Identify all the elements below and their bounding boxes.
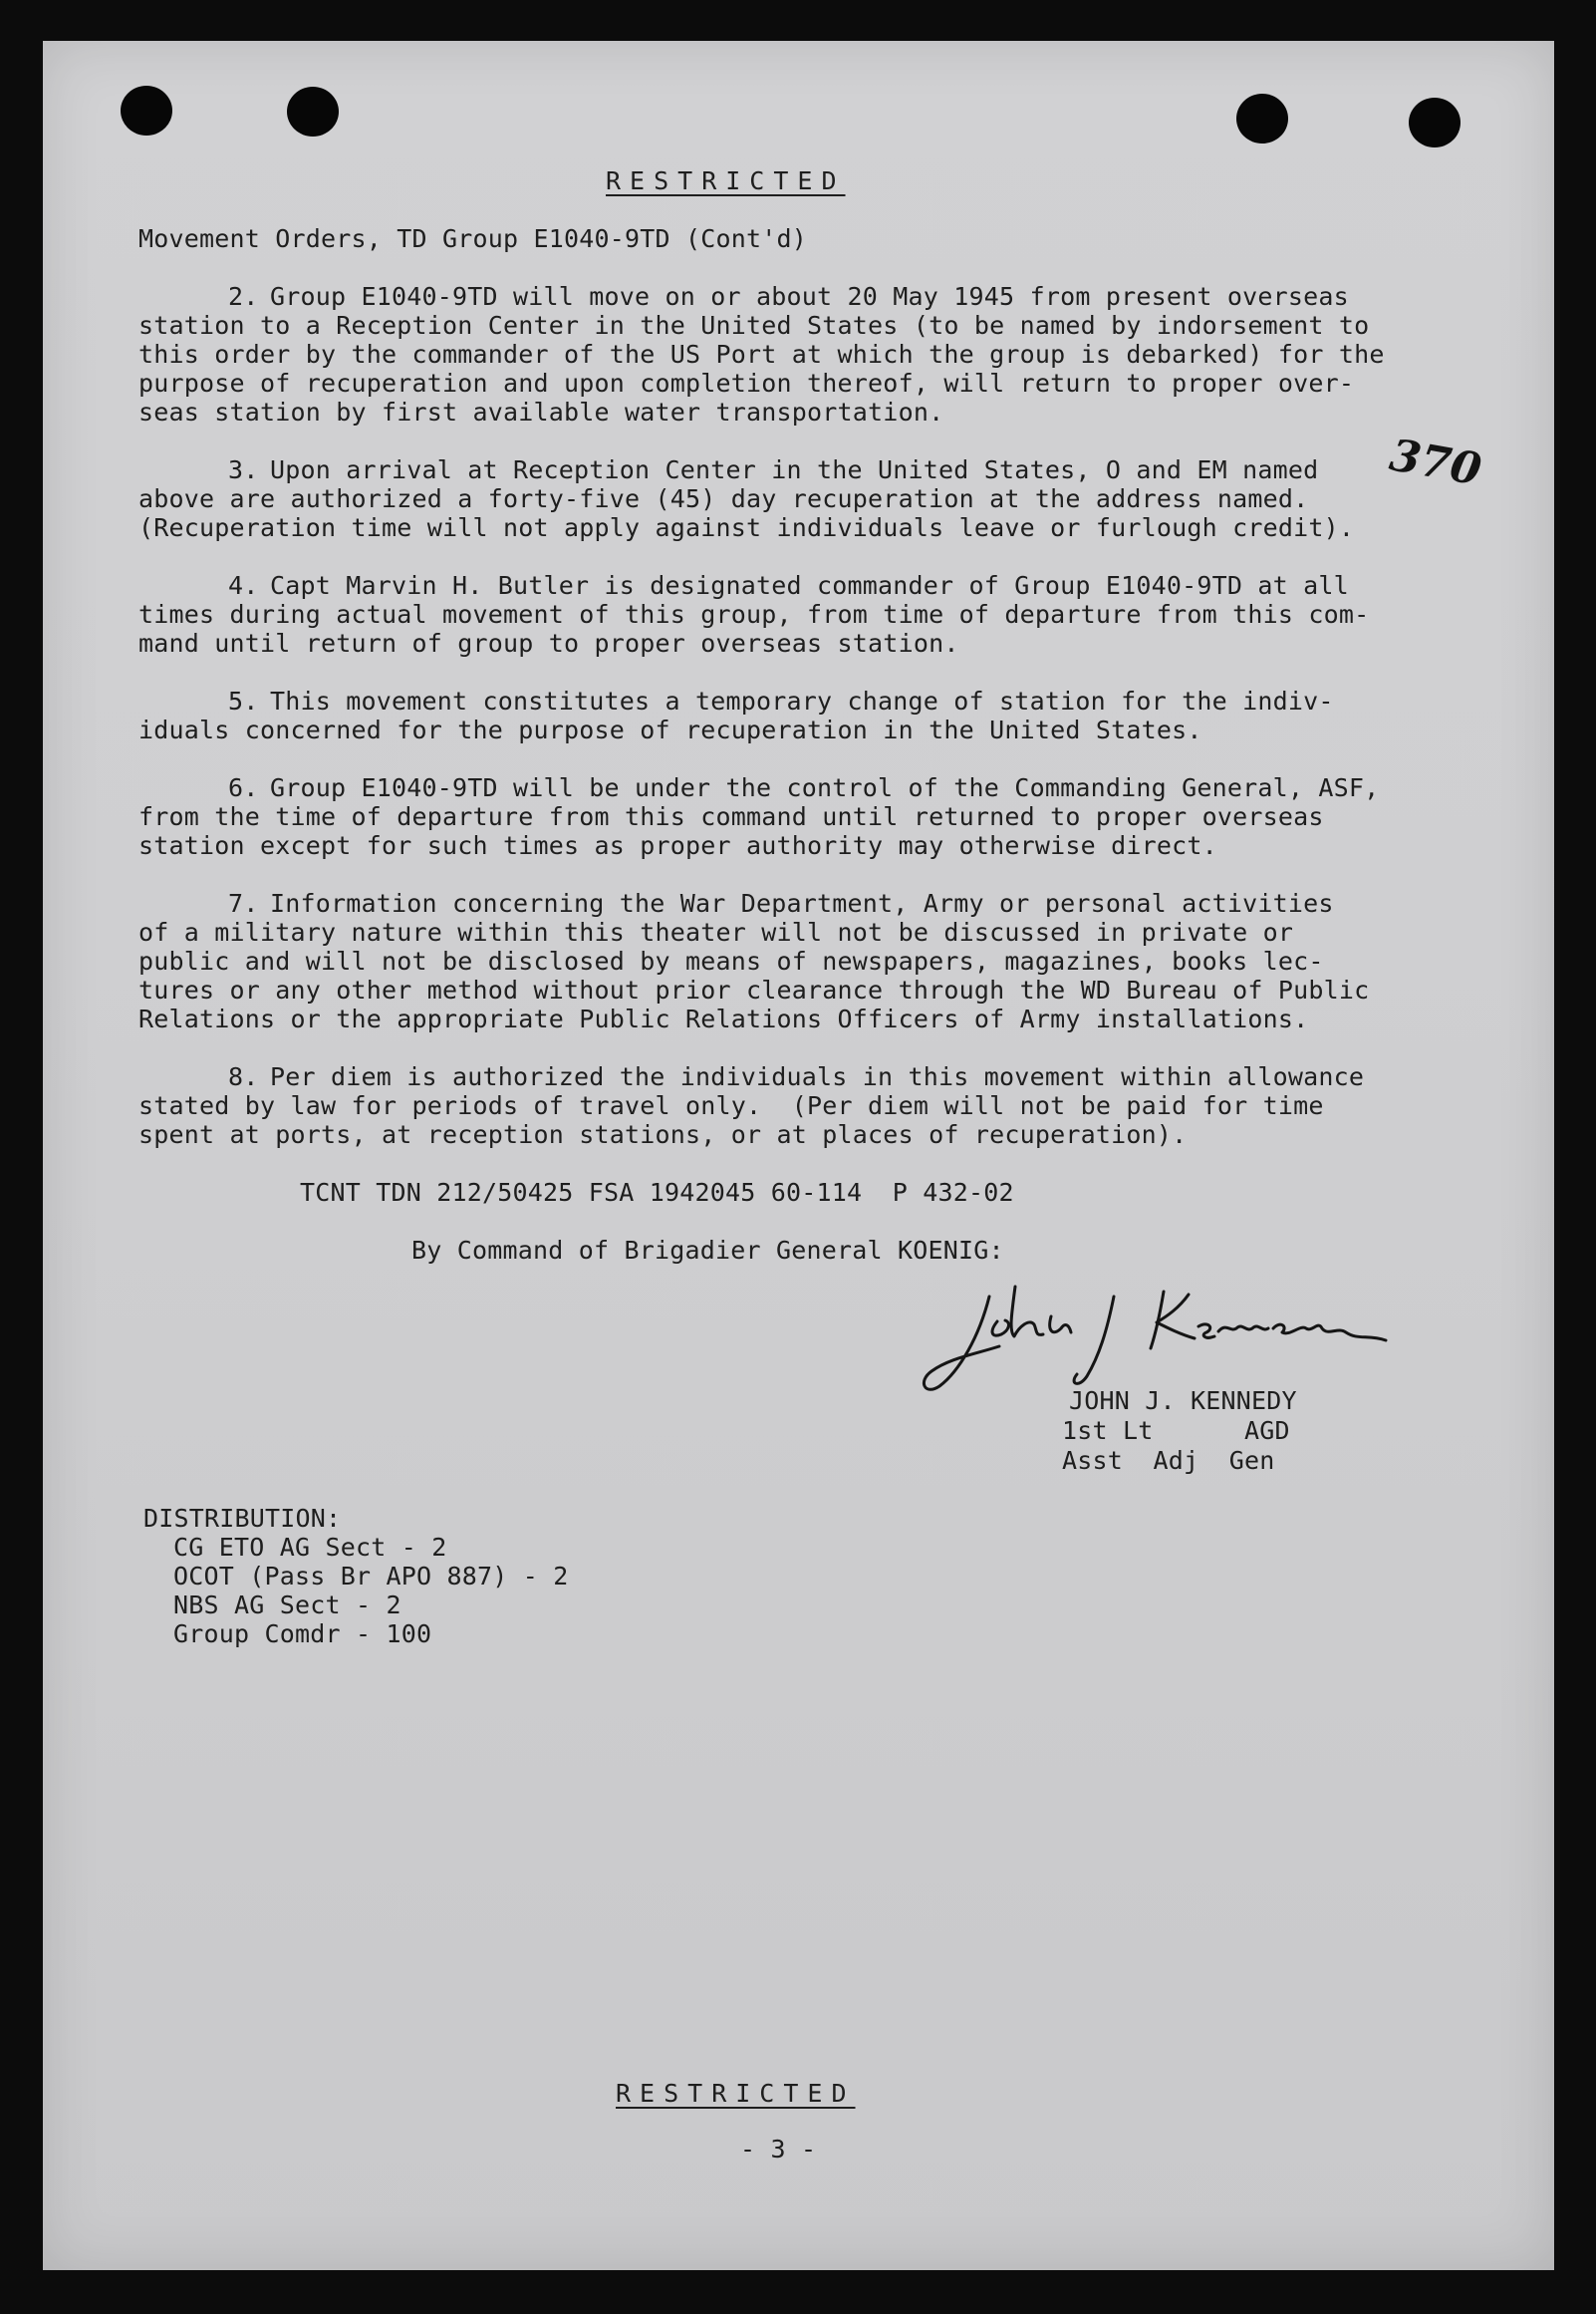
paragraph-number: 4. bbox=[228, 571, 259, 600]
paragraph-line: Capt Marvin H. Butler is designated commander of Group E1040-9TD at all bbox=[270, 571, 1349, 600]
paragraph-line: purpose of recuperation and upon completion thereof, will return to proper over- bbox=[138, 369, 1355, 398]
distribution-heading: DISTRIBUTION: bbox=[143, 1504, 342, 1533]
document-page bbox=[43, 41, 1554, 2270]
paragraph-line: of a military nature within this theater will not be discussed in private or bbox=[138, 918, 1294, 947]
paragraph-line: Group E1040-9TD will be under the control of the Commanding General, ASF, bbox=[270, 773, 1380, 802]
paragraph-line: Relations or the appropriate Public Relations Officers of Army installations. bbox=[138, 1005, 1309, 1033]
punch-hole bbox=[1236, 94, 1288, 144]
paragraph-line: station except for such times as proper authority may otherwise direct. bbox=[138, 831, 1217, 860]
punch-hole bbox=[121, 86, 172, 136]
paragraph-number: 3. bbox=[228, 455, 259, 484]
punch-hole bbox=[287, 87, 339, 137]
page-number: - 3 - bbox=[740, 2135, 817, 2164]
paragraph-number: 8. bbox=[228, 1062, 259, 1091]
signer-name: JOHN J. KENNEDY bbox=[1069, 1386, 1297, 1415]
paragraph-line: Per diem is authorized the individuals in this movement within allowance bbox=[270, 1062, 1365, 1091]
signer-title: Asst Adj Gen bbox=[1062, 1446, 1275, 1475]
distribution-entry: NBS AG Sect - 2 bbox=[173, 1591, 401, 1619]
paragraph-number: 2. bbox=[228, 282, 259, 311]
distribution-entry: CG ETO AG Sect - 2 bbox=[173, 1533, 447, 1562]
paragraph-line: this order by the commander of the US Port at which the group is debarked) for the bbox=[138, 340, 1385, 369]
paragraph-line: Upon arrival at Reception Center in the United States, O and EM named bbox=[270, 455, 1319, 484]
paragraph-line: seas station by first available water transportation. bbox=[138, 398, 944, 427]
paragraph-line: above are authorized a forty-five (45) day recuperation at the address named. bbox=[138, 484, 1309, 513]
paragraph-line: spent at ports, at reception stations, or at places of recuperation). bbox=[138, 1120, 1188, 1149]
file-stamp-number: 370 bbox=[1386, 430, 1485, 496]
paragraph-number: 5. bbox=[228, 687, 259, 716]
distribution-entry: OCOT (Pass Br APO 887) - 2 bbox=[173, 1562, 569, 1591]
distribution-entry: Group Comdr - 100 bbox=[173, 1619, 432, 1648]
paragraph-number: 6. bbox=[228, 773, 259, 802]
signer-rank: 1st Lt AGD bbox=[1062, 1416, 1290, 1445]
punch-hole bbox=[1409, 98, 1461, 147]
paragraph-line: tures or any other method without prior clearance through the WD Bureau of Public bbox=[138, 976, 1370, 1005]
paragraph-line: from the time of departure from this command until returned to proper overseas bbox=[138, 802, 1324, 831]
paragraph-line: mand until return of group to proper overseas station. bbox=[138, 629, 959, 658]
subject-line: Movement Orders, TD Group E1040-9TD (Cont'd) bbox=[138, 224, 808, 253]
paragraph-line: Information concerning the War Department, Army or personal activities bbox=[270, 889, 1334, 918]
paragraph-line: (Recuperation time will not apply against individuals leave or furlough credit). bbox=[138, 513, 1355, 542]
header-classification: RESTRICTED bbox=[606, 166, 846, 195]
paragraph-line: This movement constitutes a temporary change of station for the indiv- bbox=[270, 687, 1334, 716]
fund-citation: TCNT TDN 212/50425 FSA 1942045 60-114 P 432-02 bbox=[300, 1178, 1014, 1207]
paragraph-number: 7. bbox=[228, 889, 259, 918]
paragraph-line: station to a Reception Center in the United States (to be named by indorsement to bbox=[138, 311, 1370, 340]
footer-classification: RESTRICTED bbox=[616, 2079, 856, 2108]
paragraph-line: iduals concerned for the purpose of recuperation in the United States. bbox=[138, 716, 1202, 744]
by-command-line: By Command of Brigadier General KOENIG: bbox=[411, 1236, 1004, 1265]
paragraph-line: times during actual movement of this group, from time of departure from this com- bbox=[138, 600, 1370, 629]
paragraph-line: public and will not be disclosed by means of newspapers, magazines, books lec- bbox=[138, 947, 1324, 976]
paragraph-line: stated by law for periods of travel only. (Per diem will not be paid for time bbox=[138, 1091, 1324, 1120]
paragraph-line: Group E1040-9TD will move on or about 20 May 1945 from present overseas bbox=[270, 282, 1349, 311]
